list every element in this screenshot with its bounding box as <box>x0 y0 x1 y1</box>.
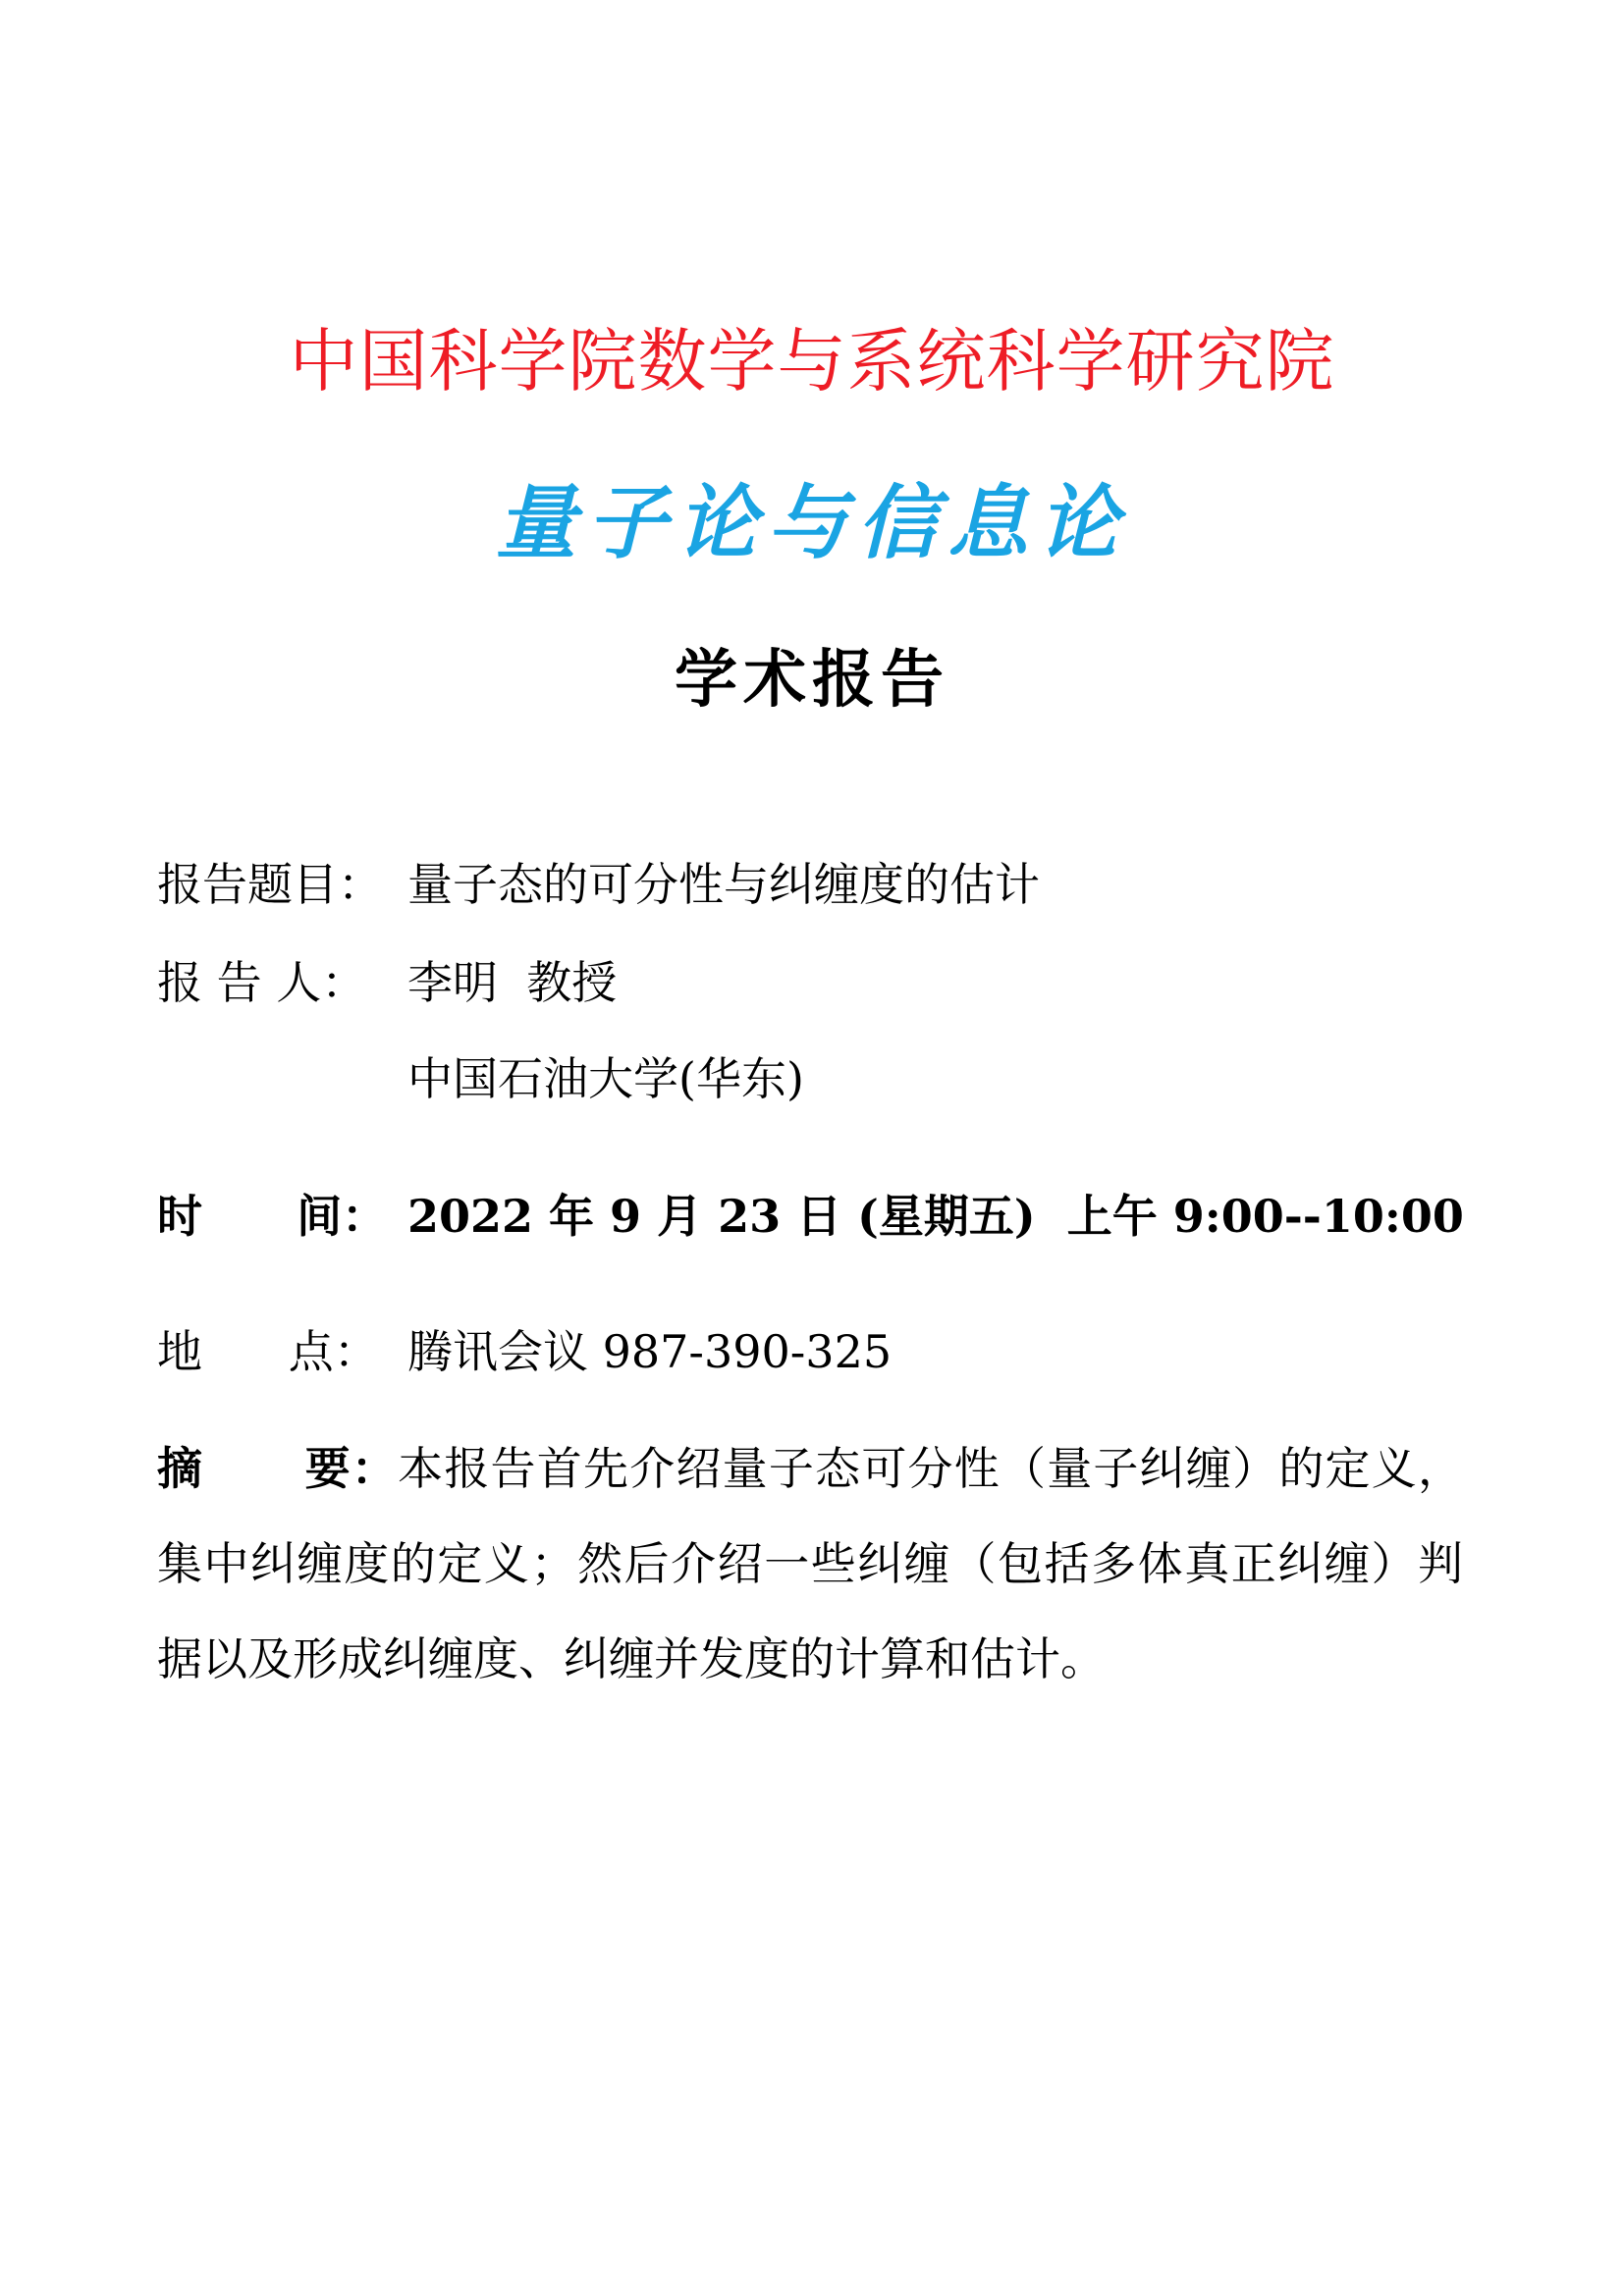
time-label: 时 间： <box>157 1190 388 1243</box>
speaker-name: 李明 教授 <box>407 956 618 1009</box>
abstract-block <box>157 1421 1463 1707</box>
report-type-heading: 学术报告 <box>675 643 949 717</box>
report-title-value: 量子态的可分性与纠缠度的估计 <box>407 858 1040 911</box>
speaker-affiliation: 中国石油大学(华东) <box>407 1052 804 1105</box>
institute-name: 中国科学院数学与系统科学研究院 <box>289 321 1335 401</box>
abstract-label: 摘 要： <box>157 1442 399 1495</box>
place-value: 腾讯会议 987-390-325 <box>407 1325 893 1378</box>
speaker-label: 报 告 人： <box>157 956 367 1009</box>
time-value: 2022 年 9 月 23 日 (星期五) 上午 9:00--10:00 <box>407 1190 1464 1243</box>
place-label: 地 点： <box>157 1325 379 1378</box>
seminar-series-title: 量子论与信息论 <box>496 476 1128 570</box>
abstract-text: 本报告首先介绍量子态可分性（量子纠缠）的定义，集中纠缠度的定义；然后介绍一些纠缠（包括多体真正纠缠）判据以及形成纠缠度、纠缠并发度的计算和估计。 <box>157 1442 1463 1685</box>
report-title-label: 报告题目： <box>157 858 383 911</box>
